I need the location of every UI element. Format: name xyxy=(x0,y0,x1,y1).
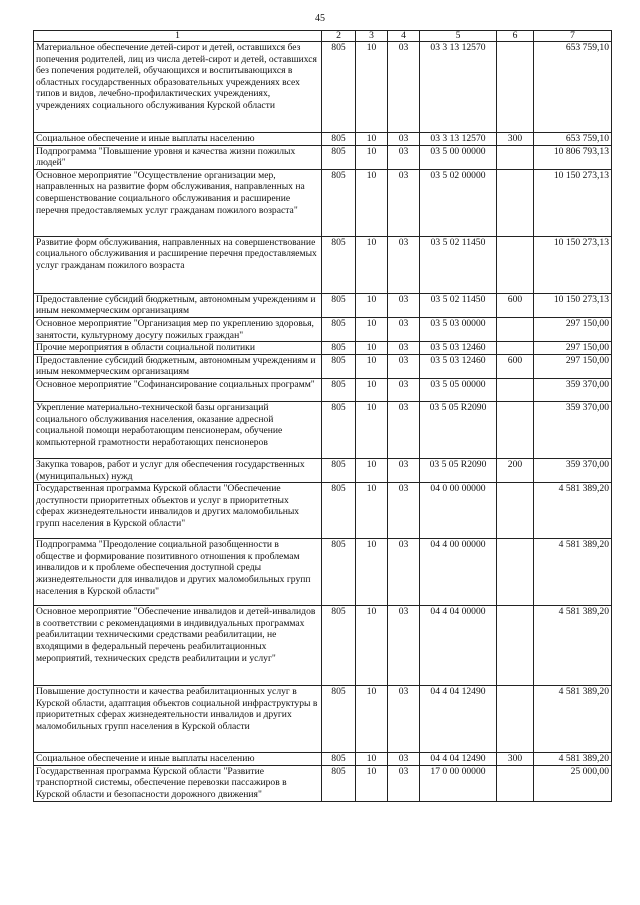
row-section: 10 xyxy=(356,145,388,169)
row-amount: 4 581 389,20 xyxy=(534,606,612,686)
table-row xyxy=(34,169,612,236)
row-name: Прочие мероприятия в области социальной политики xyxy=(34,342,322,355)
column-header: 3 xyxy=(356,31,388,42)
row-target-code: 03 3 13 12570 xyxy=(420,42,497,133)
row-grbs: 805 xyxy=(322,342,356,355)
row-subsection: 03 xyxy=(388,458,420,482)
row-expense-type: 300 xyxy=(497,753,534,766)
row-target-code: 04 0 00 00000 xyxy=(420,483,497,539)
row-amount: 297 150,00 xyxy=(534,342,612,355)
row-grbs: 805 xyxy=(322,458,356,482)
row-amount: 10 150 273,13 xyxy=(534,169,612,236)
table-row xyxy=(34,42,612,133)
row-expense-type: 600 xyxy=(497,293,534,317)
row-name: Основное мероприятие "Обеспечение инвалидов и детей-инвалидов в соответствии с рекомендациями в индивидуальных программах реабилитации техническими средствами реабилитации, не входящими в федеральный перечень реабилитационных мероприятий, технических средств реабилитации и услуг" xyxy=(34,606,322,686)
row-amount: 359 370,00 xyxy=(534,458,612,482)
row-name: Социальное обеспечение и иные выплаты населению xyxy=(34,133,322,146)
row-expense-type xyxy=(497,145,534,169)
row-expense-type: 200 xyxy=(497,458,534,482)
row-name: Основное мероприятие "Осуществление организации мер, направленных на развитие форм обслуживания, направленных на совершенствование социального обслуживания и расширение перечня предоставляемых услуг гражданам пожилого возраста" xyxy=(34,169,322,236)
column-header: 6 xyxy=(497,31,534,42)
table-row xyxy=(34,686,612,753)
row-grbs: 805 xyxy=(322,236,356,293)
row-target-code: 03 5 03 12460 xyxy=(420,342,497,355)
row-expense-type xyxy=(497,42,534,133)
row-target-code: 03 3 13 12570 xyxy=(420,133,497,146)
row-expense-type xyxy=(497,342,534,355)
column-header: 4 xyxy=(388,31,420,42)
row-subsection: 03 xyxy=(388,483,420,539)
row-name: Социальное обеспечение и иные выплаты населению xyxy=(34,753,322,766)
row-target-code: 04 4 04 12490 xyxy=(420,686,497,753)
column-header: 7 xyxy=(534,31,612,42)
row-expense-type xyxy=(497,378,534,401)
row-expense-type xyxy=(497,317,534,341)
table-row xyxy=(34,133,612,146)
budget-table xyxy=(33,30,612,802)
row-target-code: 04 4 04 00000 xyxy=(420,606,497,686)
column-number-row xyxy=(34,31,612,42)
row-grbs: 805 xyxy=(322,354,356,378)
table-row xyxy=(34,753,612,766)
table-row xyxy=(34,145,612,169)
row-grbs: 805 xyxy=(322,606,356,686)
row-name: Основное мероприятие "Организация мер по укреплению здоровья, занятости, культурному досугу пожилых граждан" xyxy=(34,317,322,341)
row-subsection: 03 xyxy=(388,236,420,293)
row-target-code: 17 0 00 00000 xyxy=(420,765,497,801)
row-section: 10 xyxy=(356,42,388,133)
row-expense-type xyxy=(497,765,534,801)
row-subsection: 03 xyxy=(388,401,420,458)
row-section: 10 xyxy=(356,686,388,753)
row-amount: 10 150 273,13 xyxy=(534,293,612,317)
table-row xyxy=(34,458,612,482)
row-amount: 4 581 389,20 xyxy=(534,753,612,766)
row-subsection: 03 xyxy=(388,539,420,606)
table-row xyxy=(34,765,612,801)
row-expense-type: 300 xyxy=(497,133,534,146)
row-expense-type xyxy=(497,401,534,458)
row-grbs: 805 xyxy=(322,145,356,169)
row-target-code: 03 5 05 00000 xyxy=(420,378,497,401)
row-grbs: 805 xyxy=(322,686,356,753)
row-name: Закупка товаров, работ и услуг для обеспечения государственных (муниципальных) нужд xyxy=(34,458,322,482)
row-grbs: 805 xyxy=(322,293,356,317)
table-row xyxy=(34,293,612,317)
row-expense-type xyxy=(497,236,534,293)
row-target-code: 04 4 00 00000 xyxy=(420,539,497,606)
table-row xyxy=(34,354,612,378)
row-name: Подпрограмма "Повышение уровня и качества жизни пожилых людей" xyxy=(34,145,322,169)
row-name: Укрепление материально-технической базы организаций социального обслуживания населения, оказание адресной социальной помощи неработающим пенсионерам, обучение компьютерной грамотности неработающих пенсионеров xyxy=(34,401,322,458)
row-name: Развитие форм обслуживания, направленных на совершенствование социального обслуживания и расширение перечня предоставляемых услуг гражданам пожилого возраста xyxy=(34,236,322,293)
row-subsection: 03 xyxy=(388,606,420,686)
row-grbs: 805 xyxy=(322,483,356,539)
row-grbs: 805 xyxy=(322,42,356,133)
row-target-code: 04 4 04 12490 xyxy=(420,753,497,766)
row-target-code: 03 5 00 00000 xyxy=(420,145,497,169)
row-section: 10 xyxy=(356,378,388,401)
row-amount: 10 150 273,13 xyxy=(534,236,612,293)
row-section: 10 xyxy=(356,354,388,378)
column-header: 2 xyxy=(322,31,356,42)
row-subsection: 03 xyxy=(388,169,420,236)
row-name: Основное мероприятие "Софинансирование социальных программ" xyxy=(34,378,322,401)
row-target-code: 03 5 03 00000 xyxy=(420,317,497,341)
row-subsection: 03 xyxy=(388,293,420,317)
row-expense-type xyxy=(497,539,534,606)
row-amount: 359 370,00 xyxy=(534,378,612,401)
row-section: 10 xyxy=(356,753,388,766)
row-section: 10 xyxy=(356,765,388,801)
row-section: 10 xyxy=(356,293,388,317)
column-header: 5 xyxy=(420,31,497,42)
row-name: Подпрограмма "Преодоление социальной разобщенности в обществе и формирование позитивного отношения к проблемам инвалидов и к проблеме обеспечения доступной среды жизнедеятельности для инвалидов и других маломобильных групп населения в Курской области" xyxy=(34,539,322,606)
table-row xyxy=(34,236,612,293)
row-name: Предоставление субсидий бюджетным, автономным учреждениям и иным некоммерческим организациям xyxy=(34,293,322,317)
row-grbs: 805 xyxy=(322,539,356,606)
row-grbs: 805 xyxy=(322,401,356,458)
page-number: 45 xyxy=(315,13,325,24)
row-expense-type xyxy=(497,606,534,686)
row-amount: 653 759,10 xyxy=(534,133,612,146)
row-section: 10 xyxy=(356,169,388,236)
row-amount: 10 806 793,13 xyxy=(534,145,612,169)
row-subsection: 03 xyxy=(388,42,420,133)
row-grbs: 805 xyxy=(322,378,356,401)
row-section: 10 xyxy=(356,317,388,341)
row-section: 10 xyxy=(356,342,388,355)
row-section: 10 xyxy=(356,483,388,539)
row-amount: 25 000,00 xyxy=(534,765,612,801)
row-grbs: 805 xyxy=(322,133,356,146)
row-grbs: 805 xyxy=(322,753,356,766)
table-row xyxy=(34,401,612,458)
row-target-code: 03 5 03 12460 xyxy=(420,354,497,378)
table-row xyxy=(34,317,612,341)
row-expense-type xyxy=(497,169,534,236)
row-grbs: 805 xyxy=(322,765,356,801)
row-subsection: 03 xyxy=(388,317,420,341)
table-row xyxy=(34,378,612,401)
row-name: Государственная программа Курской области "Развитие транспортной системы, обеспечение перевозки пассажиров в Курской области и безопасности дорожного движения" xyxy=(34,765,322,801)
row-subsection: 03 xyxy=(388,686,420,753)
row-subsection: 03 xyxy=(388,765,420,801)
table-row xyxy=(34,342,612,355)
row-name: Материальное обеспечение детей-сирот и детей, оставшихся без попечения родителей, лиц из числа детей-сирот и детей, оставшихся без попечения родителей, обучающихся и воспитывающихся в областных государственных образовательных учреждениях всех типов и видов, лечебно-профилактических учреждениях, учреждениях социального обслуживания Курской области xyxy=(34,42,322,133)
row-subsection: 03 xyxy=(388,354,420,378)
row-amount: 653 759,10 xyxy=(534,42,612,133)
row-amount: 4 581 389,20 xyxy=(534,483,612,539)
table-row xyxy=(34,606,612,686)
row-expense-type xyxy=(497,483,534,539)
row-expense-type xyxy=(497,686,534,753)
table-row xyxy=(34,483,612,539)
row-grbs: 805 xyxy=(322,317,356,341)
row-expense-type: 600 xyxy=(497,354,534,378)
row-target-code: 03 5 02 11450 xyxy=(420,236,497,293)
row-amount: 4 581 389,20 xyxy=(534,539,612,606)
row-target-code: 03 5 02 11450 xyxy=(420,293,497,317)
row-subsection: 03 xyxy=(388,133,420,146)
column-header: 1 xyxy=(34,31,322,42)
row-section: 10 xyxy=(356,133,388,146)
row-target-code: 03 5 02 00000 xyxy=(420,169,497,236)
row-section: 10 xyxy=(356,458,388,482)
row-name: Государственная программа Курской области "Обеспечение доступности приоритетных объектов и услуг в приоритетных сферах жизнедеятельности инвалидов и других маломобильных групп населения в Курской области" xyxy=(34,483,322,539)
row-section: 10 xyxy=(356,236,388,293)
row-section: 10 xyxy=(356,539,388,606)
row-subsection: 03 xyxy=(388,342,420,355)
row-section: 10 xyxy=(356,606,388,686)
table-row xyxy=(34,539,612,606)
row-amount: 4 581 389,20 xyxy=(534,686,612,753)
row-amount: 297 150,00 xyxy=(534,354,612,378)
row-grbs: 805 xyxy=(322,169,356,236)
row-name: Предоставление субсидий бюджетным, автономным учреждениям и иным некоммерческим организациям xyxy=(34,354,322,378)
row-section: 10 xyxy=(356,401,388,458)
row-amount: 359 370,00 xyxy=(534,401,612,458)
row-name: Повышение доступности и качества реабилитационных услуг в Курской области, адаптация объектов социальной инфраструктуры в приоритетных сферах жизнедеятельности инвалидов и других маломобильных групп населения в Курской области xyxy=(34,686,322,753)
row-target-code: 03 5 05 R2090 xyxy=(420,458,497,482)
row-amount: 297 150,00 xyxy=(534,317,612,341)
row-subsection: 03 xyxy=(388,145,420,169)
row-subsection: 03 xyxy=(388,753,420,766)
row-subsection: 03 xyxy=(388,378,420,401)
row-target-code: 03 5 05 R2090 xyxy=(420,401,497,458)
